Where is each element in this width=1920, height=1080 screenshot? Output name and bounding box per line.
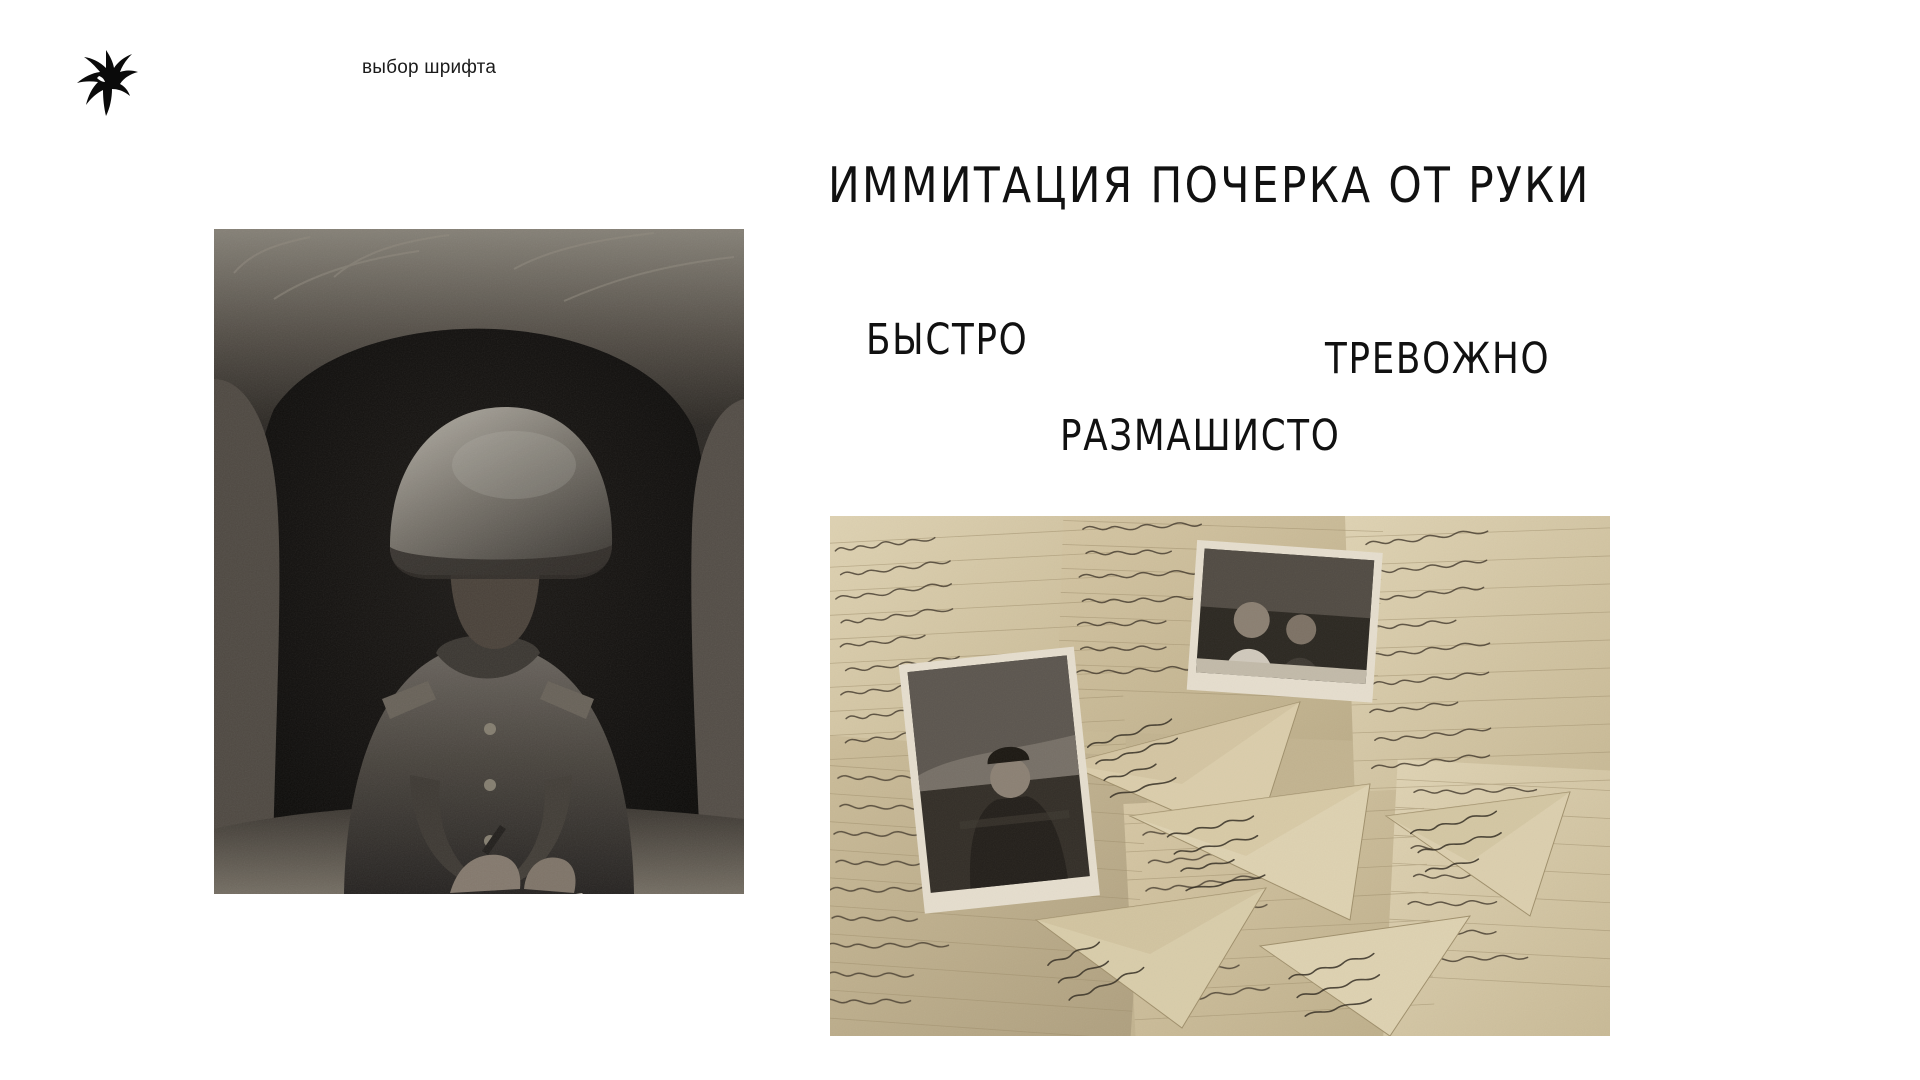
descriptor-sweeping: РАЗМАШИСТО [1060, 411, 1341, 461]
wartime-letters-photo [830, 516, 1610, 1036]
page-title: ИММИТАЦИЯ ПОЧЕРКА ОТ РУКИ [828, 158, 1591, 215]
descriptor-fast: БЫСТРО [866, 315, 1029, 365]
soldier-writing-photo [214, 229, 744, 894]
bird-logo-icon [66, 46, 162, 122]
descriptor-anxious: ТРЕВОЖНО [1325, 334, 1551, 384]
slide-label: выбор шрифта [362, 57, 497, 78]
